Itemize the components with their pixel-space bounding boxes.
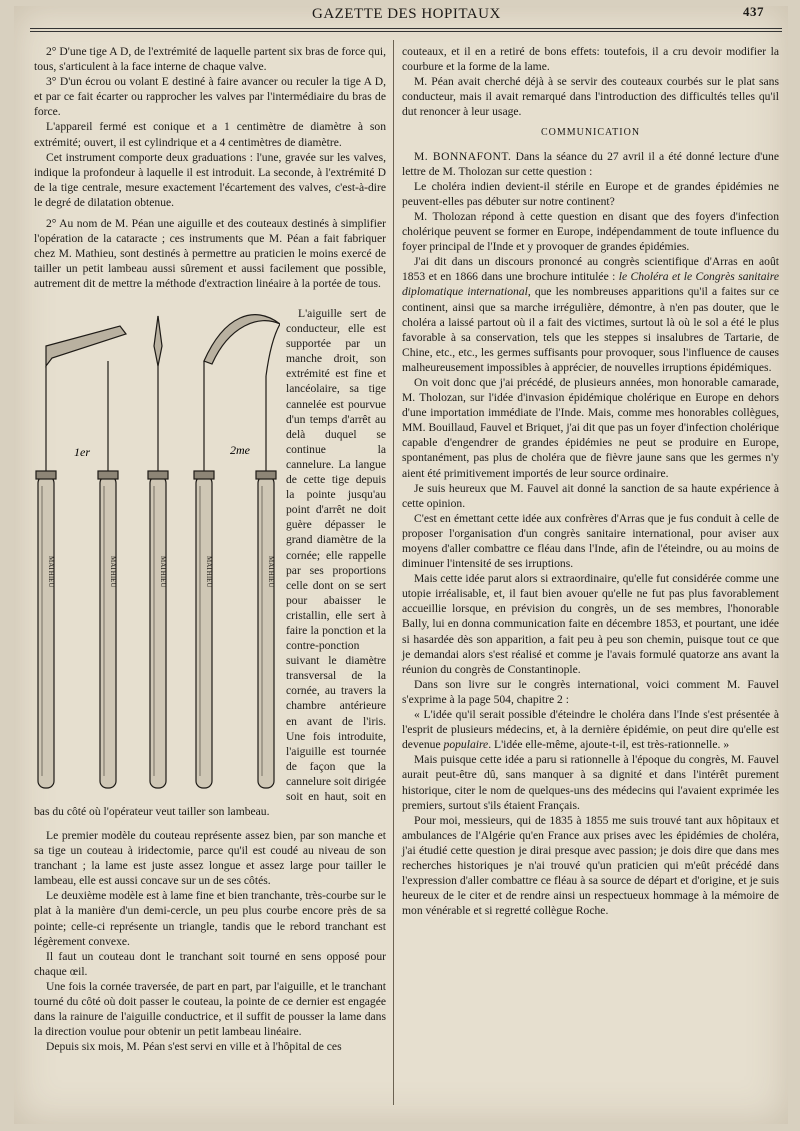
paragraph: M. Péan avait cherché déjà à se servir des couteaux courbés sur le plat sans conducteur, mais il avait remarqué dans l'introduction des difficultés telles qu'il dut renoncer à leur usage.: [402, 75, 779, 119]
handle-engraving: MATHIEU: [47, 556, 55, 588]
page-number: 437: [743, 4, 764, 19]
paragraph: Mais puisque cette idée a paru si rationnelle à l'époque du congrès, M. Fauvel aurait peut-être dû, sans manquer à sa dignité et dans l'intérêt purement historique, citer le nom de quelques-uns des médecins qui l'avaient exprimée les premiers, surtout s'ils étaient Français.: [402, 753, 779, 812]
figure-label-2: 2me: [230, 443, 250, 457]
handle-engraving: MATHIEU: [205, 556, 213, 588]
paragraph: Le premier modèle du couteau représente assez bien, par son manche et sa tige un couteau à iridectomie, parce qu'il est coudé au niveau de son tranchant ; la lame est juste assez longue et assez large pour tailler le lambeau, elle est aussi concave sur un de ses côtés.: [34, 829, 386, 888]
figure-label-1: 1er: [74, 445, 90, 459]
paragraph-wrapped: L'aiguille sert de conducteur, elle est supportée par un manche droit, son extrémité est fine et lancéolaire, sa tige cannelée est pourvue d'un temps d'arrêt au delà duquel se continue la cannelure. La langue de cette tige depuis la pointe jusqu'au point d'arrêt ne doit guère dépasser le grand diamètre de la cornée; elle rappelle par ses proportions celle dont on se sert pour abaisser le cristallin, elle sert à faire la ponction et la contre-ponction suivant le diamètre transversal de la cornée, au travers la chambre antérieure en avant de l'iris. Une fois introduite, l'aiguille est tournée de façon que la cannelure soit dirigée soit en haut, soit en bas du côté où l'opérateur veut tailler son lambeau.: [34, 307, 386, 819]
brochure-title: le Choléra et le Congrès sanitaire diplomatique international: [402, 270, 779, 299]
paragraph: 3° D'un écrou ou volant E destiné à faire avancer ou reculer la tige A D, et par ce fait écarter ou rapprocher les valves par l'intermédiaire du bras de force.: [34, 75, 386, 119]
surgical-instruments-figure: [34, 306, 280, 804]
paragraph: 2° D'une tige A D, de l'extrémité de laquelle partent six bras de force qui, tous, s'articulent à la face interne de chaque valve.: [34, 45, 386, 74]
left-column: [34, 44, 386, 292]
right-column: [402, 44, 779, 918]
paragraph-text: , que les nombreuses apparitions qu'il a faites sur ce continent, ainsi que sa marche irrégulière, démontre, à n'en pas douter, que le choléra a laissé partout où il a fait des victimes, surtout là où le sol a été le plus favorable à sa conservation, tels que les steppes si insalubres de Tartarie, de Chine, etc., etc., les germes suffisants pour provoquer, sous l'influence de causes malheureusement impossibles à apprécier, de nouvelles irruptions épidémiques.: [402, 285, 779, 374]
figure-wrap-zone: [34, 306, 386, 826]
paragraph-text: Dans la séance du 27 avril il a été donné lecture d'une lettre de M. Tholozan sur cette question :: [402, 149, 779, 178]
header-rule: [30, 28, 782, 29]
left-column-bottom: [34, 828, 386, 1054]
paragraph: Dans son livre sur le congrès international, voici comment M. Fauvel s'exprime à la page 504, chapitre 2 :: [402, 677, 779, 706]
paragraph: Mais cette idée parut alors si extraordinaire, qu'elle fut considérée comme une utopie irréalisable, et, il faut bien avouer qu'elle ne fut pas plus favorablement accueillie lorsque, en prévision du congrès, un de ses membres, l'honorable Bally, lui en donna communication faite en décembre 1853, et pourtant, une idée si hasardée dès son apparition, a fait peu à peu son chemin, puisque tout ce que je demandai alors s'est réalisé et comme je l'avais formulé quatorze ans avant la réunion du congrès de Constantinople.: [402, 572, 779, 676]
paragraph: Une fois la cornée traversée, de part en part, par l'aiguille, et le tranchant tourné du côté où doit passer le couteau, la pointe de ce dernier est engagée dans la rainure de l'aiguille conductrice, et il suffit de pousser la lame dans la direction voulue pour obtenir un petit lambeau linéaire.: [34, 979, 386, 1039]
journal-title: GAZETTE DES HOPITAUX: [312, 6, 501, 22]
paragraph: M. Tholozan répond à cette question en disant que des foyers d'infection cholérique peuvent se former en Europe, indépendamment de toute influence du foyer principal de l'Inde et y provoquer de grandes épidémies.: [402, 209, 779, 254]
section-heading: COMMUNICATION: [540, 127, 641, 139]
paragraph: [402, 707, 779, 752]
paragraph: Le choléra indien devient-il stérile en Europe et de grandes épidémies ne peuvent-elles pas débuter sur notre continent?: [402, 179, 779, 208]
paragraph: L'appareil fermé est conique et a 1 centimètre de diamètre à son extrémité; ouvert, il est cylindrique et a 4 centimètres de diamètre.: [34, 120, 386, 149]
paragraph: [402, 254, 779, 375]
paragraph: couteaux, et il en a retiré de bons effets: toutefois, il a cru devoir modifier la courbure et la forme de la lame.: [402, 45, 779, 74]
page-header: [22, 2, 782, 24]
handle-engraving: MATHIEU: [267, 556, 275, 588]
emphasis: populaire: [443, 738, 489, 752]
column-divider: [393, 40, 394, 1105]
paragraph: On voit donc que j'ai précédé, de plusieurs années, mon honorable camarade, M. Tholozan, sur l'idée d'invasion épidémique cholérique en Europe en dehors d'une importation immédiate de l'Inde. Mais, comme mes honorables collègues, MM. Bouillaud, Fauvel et Briquet, j'ai dit que pas un foyer d'infection cholérique capable d'engendrer de grandes épidémies ne peut se produire en Europe, spontanément, pas plus de choléra que de fièvre jaune sans que les germes n'y aient été primitivement importés de leur source ordinaire.: [402, 375, 779, 480]
paragraph: C'est en émettant cette idée aux confrères d'Arras que je fus conduit à celle de proposer l'organisation d'un congrès sanitaire international, pour aviser aux moyens d'aller combattre ce fléau dans l'Inde, afin de l'éteindre, ou au moins de diminuer l'intensité de ses irruptions.: [402, 511, 779, 571]
paragraph: Depuis six mois, M. Péan s'est servi en ville et à l'hôpital de ces: [46, 1040, 342, 1054]
paragraph: 2° Au nom de M. Péan une aiguille et des couteaux destinés à simplifier l'opération de la cataracte ; ces instruments que M. Péan a fait fabriquer chez M. Mathieu, sont destinés à permettre au praticien le moins exercé de tailler un petit lambeau aussi sûrement et aussi facilement que possible, autrement dit de mettre la méthode d'extraction linéaire à la portée de tous.: [34, 217, 386, 291]
paragraph: Je suis heureux que M. Fauvel ait donné la sanction de sa haute expérience à cette opinion.: [402, 481, 779, 510]
paragraph: Pour moi, messieurs, qui de 1835 à 1855 me suis trouvé tant aux hôpitaux et ambulances de l'Algérie qu'en France aux prises avec les épidémies de choléra, j'ai étudié cette question je dirai presque avec passion; je dois dire que dans mes recherches historiques je n'ai trouvé qu'un praticien qui m'eût précédé dans l'expression d'aller combattre ce fléau à sa source de départ et d'origine, et je suis heureux de le citer et de rendre ainsi un respectueux hommage à la mémoire de mon vénérable et si regretté collègue Roche.: [402, 813, 779, 918]
paragraph-text: J'ai dit dans un discours prononcé au congrès scientifique d'Arras en août 1853 et en 1866 dans une brochure intitulée :: [402, 255, 779, 284]
handle-engraving: MATHIEU: [109, 556, 117, 588]
paragraph: Le deuxième modèle est à lame fine et bien tranchante, très-courbe sur le plat à la manière d'un demi-cercle, un peu plus courbe encore près de sa pointe; celle-ci représente un triangle, tandis que le rebord tranchant est légèrement convexe.: [34, 889, 386, 948]
header-rule-double: [30, 31, 782, 32]
paragraph: [402, 149, 779, 179]
paragraph: Cet instrument comporte deux graduations : l'une, gravée sur les valves, indique la profondeur à laquelle il est introduit. La seconde, à l'extrémité D de la tige centrale, mesure exactement l'écartement des valves, c'est-à-dire le degré de dilatation obtenue.: [34, 150, 386, 209]
quote-text: . L'idée elle-même, ajoute-t-il, est très-rationnelle. »: [488, 738, 730, 752]
paragraph: Il faut un couteau dont le tranchant soit tourné en sens opposé pour chaque œil.: [34, 949, 386, 978]
instruments-illustration: [34, 306, 280, 804]
quote-text: « L'idée qu'il serait possible d'éteindre le choléra dans l'Inde s'est présentée à l'esprit de plusieurs médecins, et, à la dernière épidémie, on peut dire qu'elle est devenue: [402, 708, 779, 752]
speaker-name: M. BONNAFONT.: [414, 149, 512, 163]
handle-engraving: MATHIEU: [159, 556, 167, 588]
